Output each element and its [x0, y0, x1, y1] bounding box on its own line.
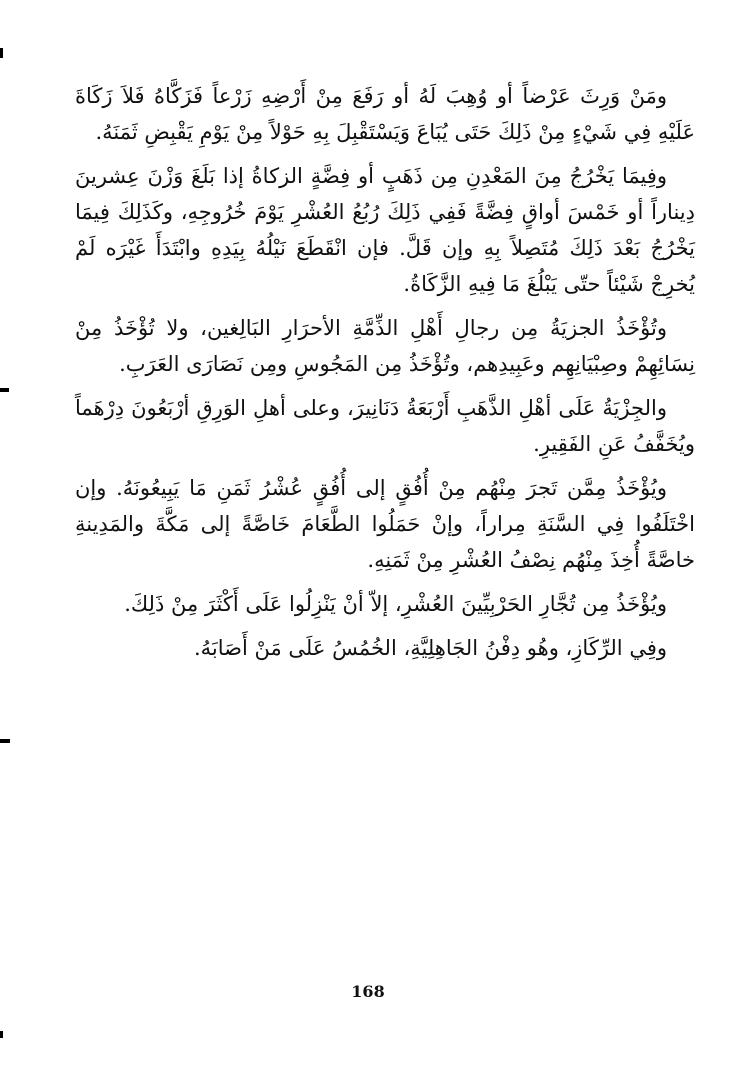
paragraph-1: ومَنْ وَرِثَ عَرْضاً أو وُهِبَ لَهُ أو رَفَعَ مِنْ أَرْضِهِ زَرْعاً فَزَكَّاهُ فَلاَ زَكَاةَ عَلَيْهِ فِي شَيْءٍ مِنْ ذَلِكَ حَتَى يُبَاعَ وَيَسْتَقْبِلَ بِهِ حَوْلاً مِنْ يَوْمِ يَقْبِضِ ثَمَنَهُ. — [75, 84, 695, 144]
paragraph-7: وفِي الرِّكَازِ، وهُو دِفْنُ الجَاهِلِيَّةِ، الخُمُسُ عَلَى مَنْ أَصَابَهُ. — [193, 636, 667, 660]
paragraph-5: ويُؤْخَذُ مِمَّن تَجرَ مِنْهُم مِنْ أُفُقٍ إلى أُفُقٍ عُشْرُ ثَمَنِ مَا يَبِيعُونَهُ. وإن اخْتَلَفُوا فِي السَّنَةِ مِراراً، وإنْ حَمَلُوا الطَّعَامَ خَاصَّةً إلى مَكَّةَ والمَدِينةِ خاصَّةً أُخِذَ مِنْهُم نِصْفُ العُشْرِ مِنْ ثَمَنِهِ. — [75, 476, 695, 572]
paragraph-2: وفِيمَا يَخْرُجُ مِنَ المَعْدِنِ مِن ذَهَبٍ أو فِضَّةٍ الزكاةُ إذا بَلَغَ وَزْنَ عِشرينَ دِيناراً أو خَمْسَ أواقٍ فِضَّةً فَفِي ذَلِكَ رُبُعُ العُشْرِ يَوْمَ خُرُوجِهِ، وكَذَلِكَ فِيمَا يَخْرُجُ بَعْدَ ذَلِكَ مُتَصِلاً بِهِ وإن قَلَّ. فإن انْقَطَعَ نَيْلُهُ بِيَدِهِ وابْتَدَأَ غَيْرَه لَمْ يُخرِجْ شَيْئاً حتّى يَبْلُغَ مَا فِيهِ الزَّكَاةُ. — [75, 164, 695, 296]
scan-edge-mark — [0, 48, 3, 58]
scan-edge-mark — [0, 739, 10, 743]
body-text — [75, 78, 695, 674]
scan-edge-mark — [0, 1031, 3, 1038]
paragraph-3: وتُؤْخَذُ الجزيَةُ مِن رجالِ أَهْلِ الذِّمَّةِ الأحرَارِ البَالِغين، ولا تُؤْخَذُ مِنْ نِسَائِهِمْ وصِبْيَانِهِم وعَبِيدِهم، وتُؤْخَذُ مِن المَجُوسِ ومِن نَصَارَى العَرَبِ. — [75, 316, 695, 376]
scan-edge-mark — [0, 388, 9, 392]
paragraph-6: ويُؤْخَذُ مِن تُجَّارِ الحَرْبِيِّينَ العُشْرِ، إلاّ أنْ يَنْزِلُوا عَلَى أَكْثَرَ مِنْ ذَلِكَ. — [124, 592, 667, 616]
paragraph-4: والجِزْيَةُ عَلَى أهْلِ الذَّهَبِ أَرْبَعَةُ دَنَانِيرَ، وعلى أهلِ الوَرِقِ أرْبَعُونَ دِرْهَماً ويُخَفَّفُ عَنِ الفَقِيرِ. — [75, 396, 695, 456]
page-number: 168 — [351, 982, 385, 1001]
